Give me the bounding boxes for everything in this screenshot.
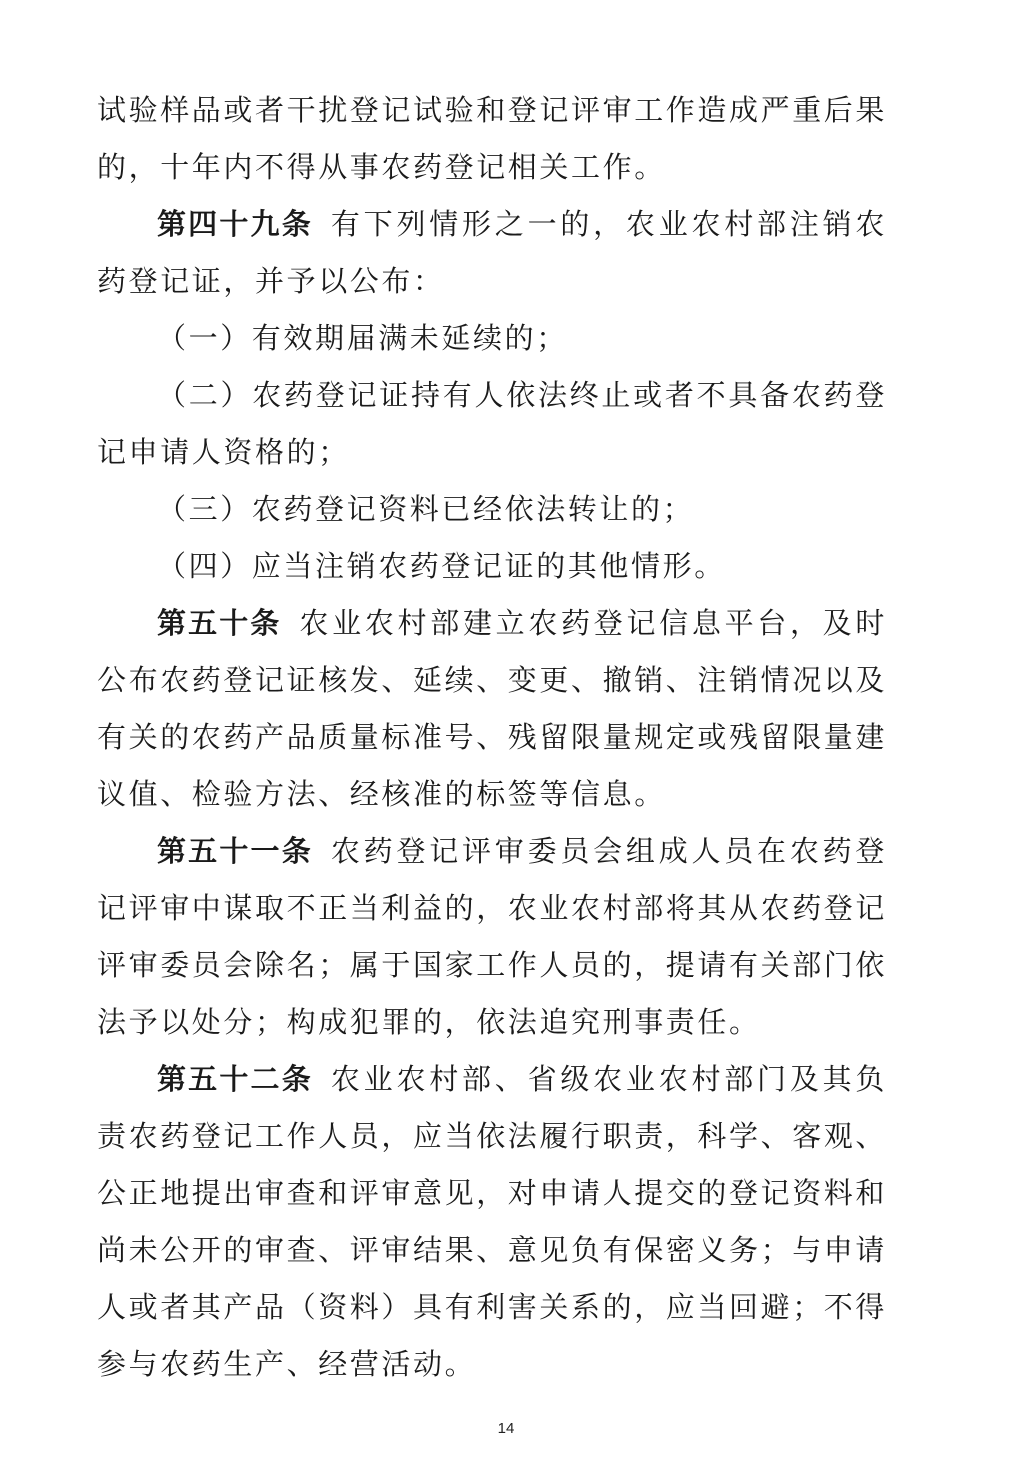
article-52-title: 第五十二条 [157,1062,313,1096]
article-49-title: 第四十九条 [157,207,313,241]
article-49-item-2: （二）农药登记证持有人依法终止或者不具备农药登记申请人资格的； [97,378,887,469]
article-49-item-1: （一）有效期届满未延续的； [157,321,568,355]
article-50 [97,595,887,823]
article-50-text: 农业农村部建立农药登记信息平台，及时公布农药登记证核发、延续、变更、撤销、注销情况以及有关的农药产品质量标准号、残留限量规定或残留限量建议值、检验方法、经核准的标签等信息。 [97,606,888,811]
article-51-text: 农药登记评审委员会组成人员在农药登记评审中谋取不正当利益的，农业农村部将其从农药登记评审委员会除名；属于国家工作人员的，提请有关部门依法予以处分；构成犯罪的，依法追究刑事责任。 [97,834,888,1039]
page-number: 14 [497,1420,515,1437]
continuation-paragraph: 试验样品或者干扰登记试验和登记评审工作造成严重后果的，十年内不得从事农药登记相关工作。 [97,93,888,184]
article-49-item-4: （四）应当注销农药登记证的其他情形。 [157,549,726,583]
article-52 [97,1051,887,1393]
article-51 [97,823,887,1051]
article-49-text: 有下列情形之一的，农业农村部注销农药登记证，并予以公布： [97,207,887,298]
article-51-title: 第五十一条 [157,834,313,868]
document-body [97,82,887,1393]
article-49 [97,196,887,310]
article-52-text: 农业农村部、省级农业农村部门及其负责农药登记工作人员，应当依法履行职责，科学、客观、公正地提出审查和评审意见，对申请人提交的登记资料和尚未公开的审查、评审结果、意见负有保密义务；与申请人或者其产品（资料）具有利害关系的，应当回避；不得参与农药生产、经营活动。 [97,1062,888,1381]
article-49-item-3: （三）农药登记资料已经依法转让的； [157,492,695,526]
article-50-title: 第五十条 [157,606,282,640]
